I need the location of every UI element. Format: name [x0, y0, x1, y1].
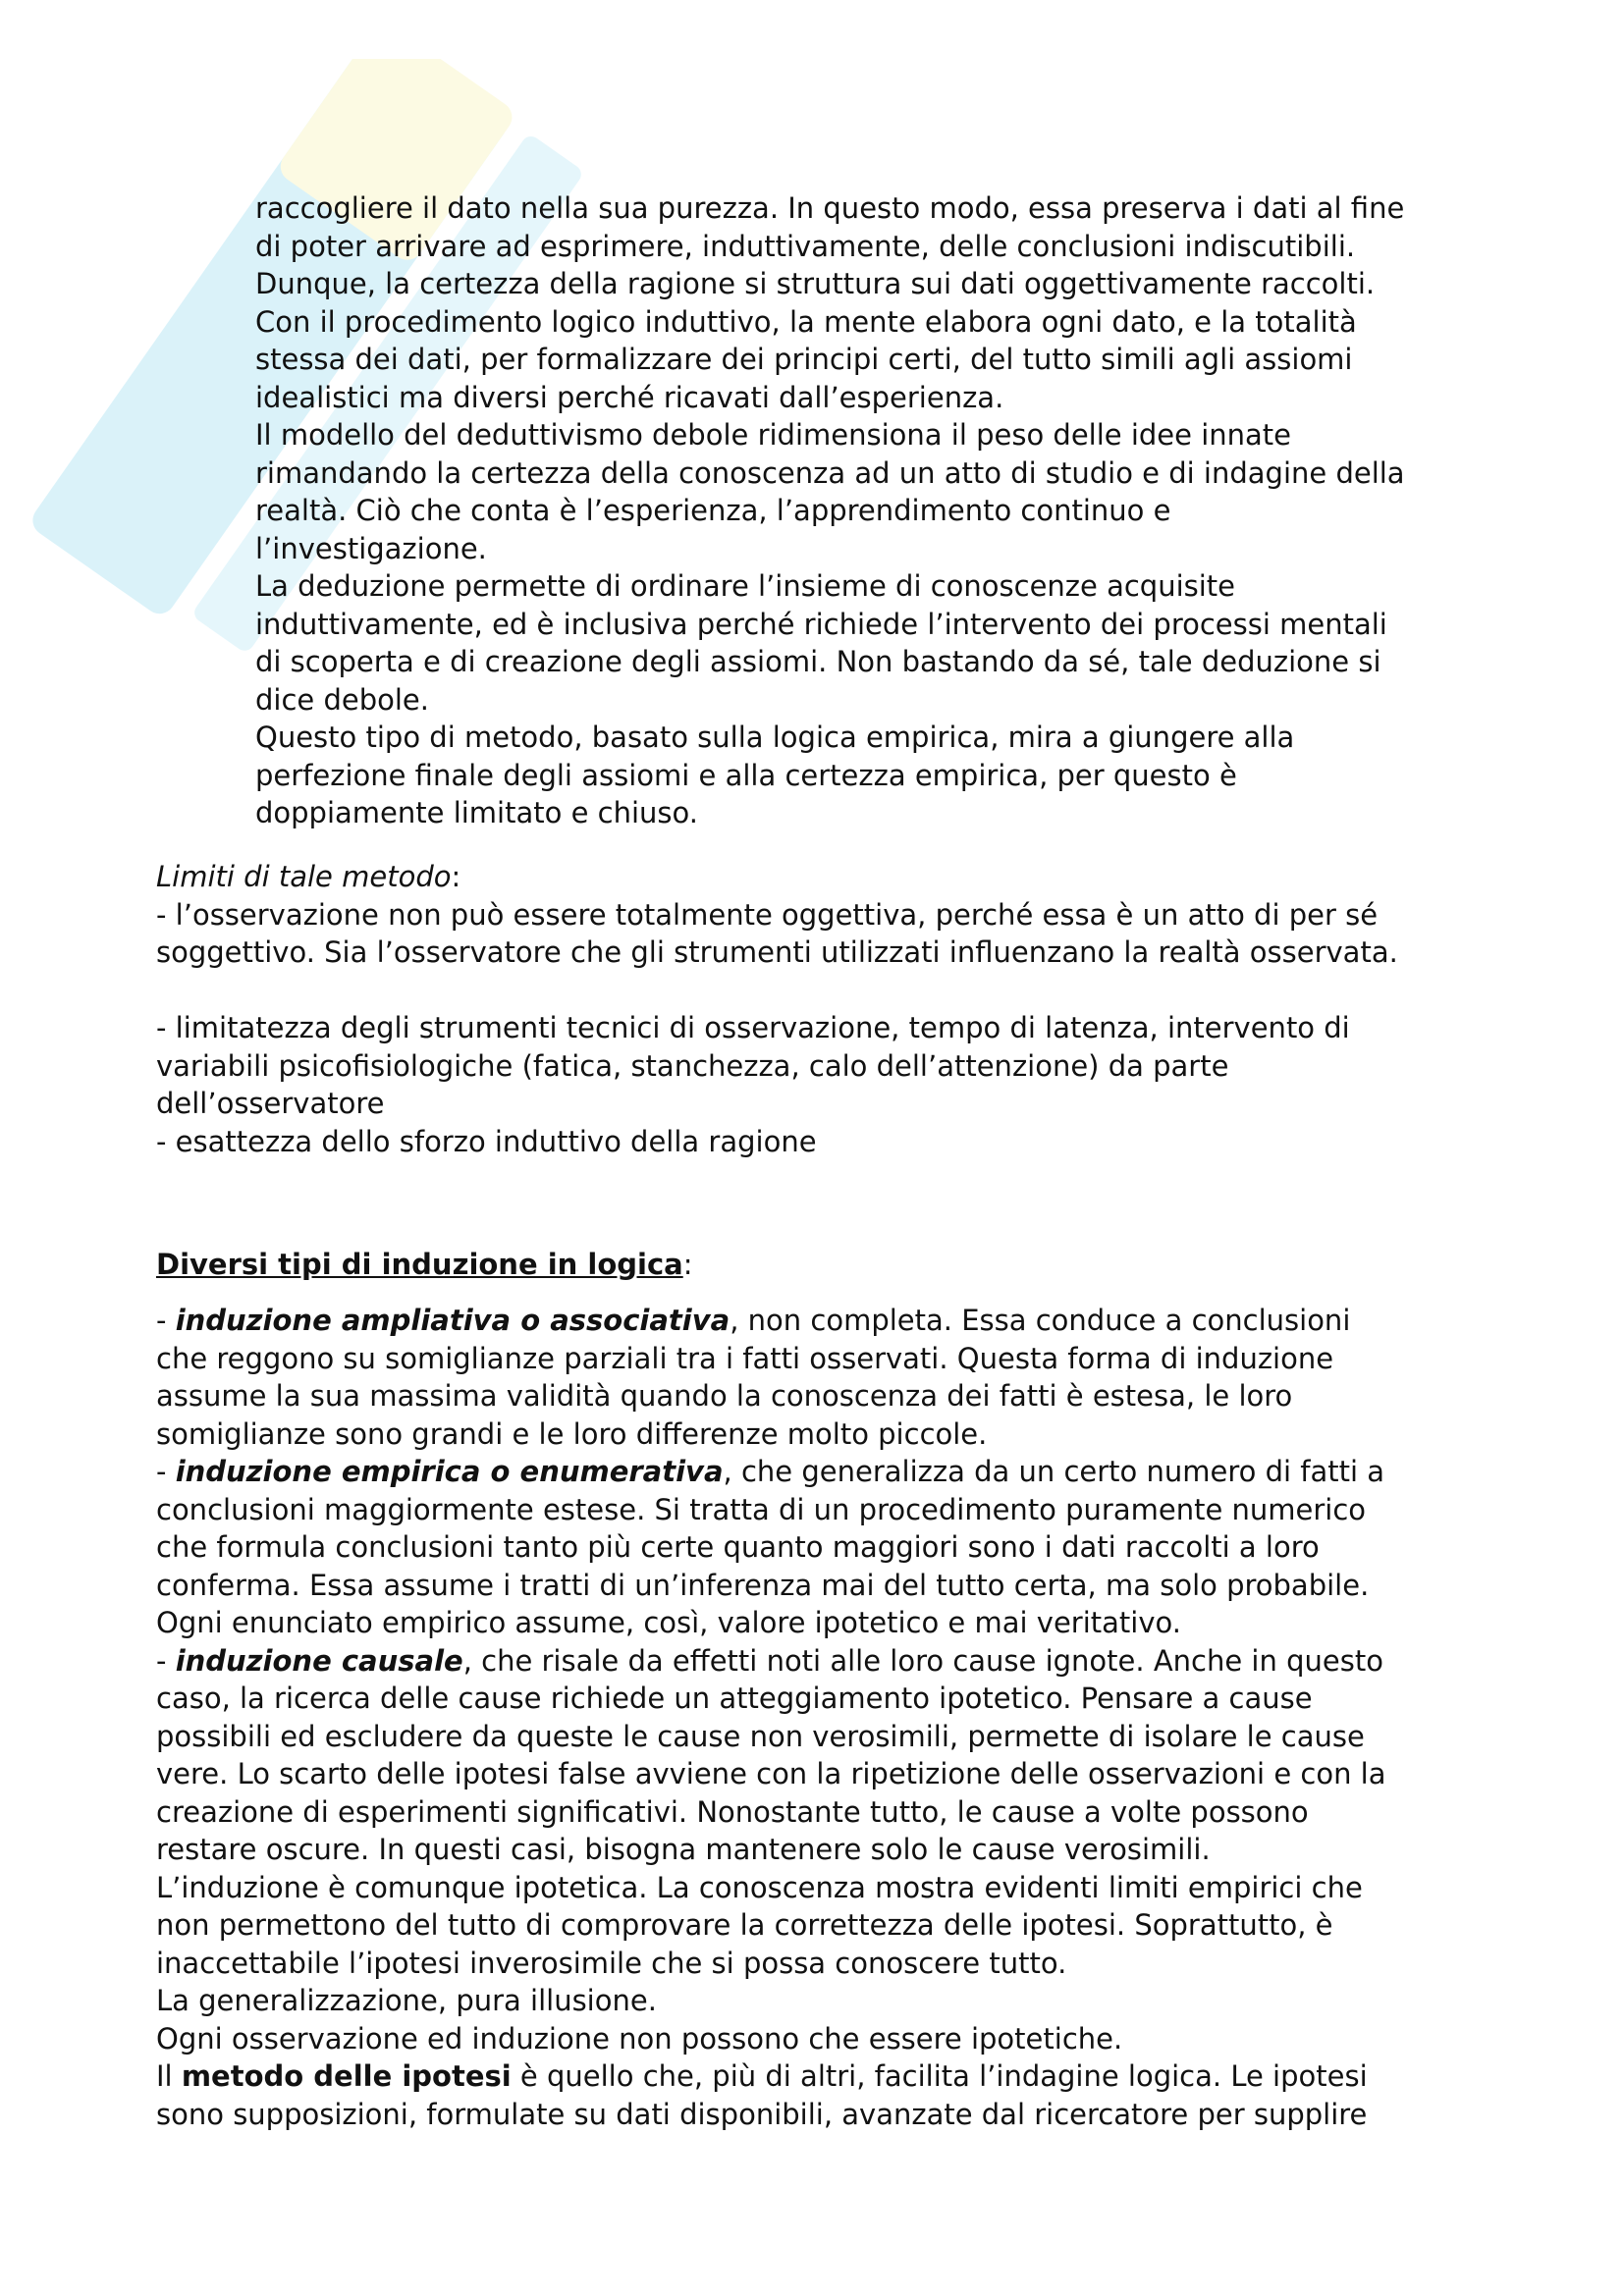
text-line: La generalizzazione, pura illusione. [156, 1984, 657, 2017]
text-line: doppiamente limitato e chiuso. [255, 796, 698, 829]
limits-heading [156, 858, 1398, 896]
text-line: realtà. Ciò che conta è l’esperienza, l’apprendimento continuo e [255, 494, 1171, 527]
induction-heading [156, 1246, 693, 1284]
text-line: Dunque, la certezza della ragione si struttura sui dati oggettivamente raccolti. [255, 267, 1376, 300]
text-line: idealistici ma diversi perché ricavati dall’esperienza. [255, 380, 1004, 414]
term-ampliativa: induzione ampliativa o associativa [175, 1304, 730, 1337]
list-item-causale: - induzione causale, che risale da effetti noti alle loro cause ignote. Anche in questo [156, 1643, 1383, 1678]
term-empirica: induzione empirica o enumerativa [175, 1455, 724, 1488]
list-item: - limitatezza degli strumenti tecnici di osservazione, tempo di latenza, intervento di [156, 1011, 1350, 1044]
text-line: rimandando la certezza della conoscenza ad un atto di studio e di indagine della [255, 455, 1405, 490]
text-line: somiglianze sono grandi e le loro differenze molto piccole. [156, 1416, 988, 1451]
text-line: dice debole. [255, 682, 429, 717]
paragraph-block-deduction [255, 189, 1405, 832]
text-line: caso, la ricerca delle cause richiede un atteggiamento ipotetico. Pensare a cause [156, 1682, 1313, 1715]
term-metodo-ipotesi: metodo delle ipotesi [181, 2059, 512, 2093]
text-line: raccogliere il dato nella sua purezza. In questo modo, essa preserva i dati al fine [255, 191, 1405, 225]
text-line: possibili ed escludere da queste le cause non verosimili, permette di isolare le cause [156, 1719, 1365, 1753]
text-line: Ogni osservazione ed induzione non possono che essere ipotetiche. [156, 2021, 1123, 2056]
heading-colon: : [682, 1248, 693, 1281]
list-item: - l’osservazione non può essere totalmente oggettiva, perché essa è un atto di per sé [156, 897, 1379, 932]
text-line: non permettono del tutto di comprovare la correttezza delle ipotesi. Soprattutto, è [156, 1908, 1333, 1942]
text-line: Con il procedimento logico induttivo, la mente elabora ogni dato, e la totalità [255, 304, 1357, 339]
term-causale: induzione causale [175, 1643, 463, 1678]
limits-heading-colon: : [451, 860, 461, 893]
text-line: Questo tipo di metodo, basato sulla logica empirica, mira a giungere alla [255, 721, 1295, 754]
list-item: - esattezza dello sforzo induttivo della ragione [156, 1124, 817, 1158]
limits-section [156, 858, 1398, 1160]
text-line: stessa dei dati, per formalizzare dei principi certi, del tutto simili agli assiomi [255, 343, 1353, 376]
text-line: perfezione finale degli assiomi e alla certezza empirica, per questo è [255, 758, 1237, 792]
text-line: conclusioni maggiormente estese. Si tratta di un procedimento puramente numerico [156, 1492, 1367, 1526]
method-line: Il metodo delle ipotesi è quello che, più di altri, facilita l’indagine logica. Le ipotesi [156, 2059, 1368, 2093]
text-line: induttivamente, ed è inclusiva perché richiede l’intervento dei processi mentali [255, 607, 1387, 641]
blank-line [156, 972, 1398, 1010]
text-line: conferma. Essa assume i tratti di un’inferenza mai del tutto certa, ma solo probabile. [156, 1568, 1370, 1602]
list-item-ampliativa: - induzione ampliativa o associativa, non completa. Essa conduce a conclusioni [156, 1304, 1351, 1337]
text-line: di scoperta e di creazione degli assiomi. Non bastando da sé, tale deduzione si [255, 645, 1381, 678]
text-line: creazione di esperimenti significativi. Nonostante tutto, le cause a volte possono [156, 1794, 1309, 1829]
text-line: dell’osservatore [156, 1087, 385, 1120]
text-line: l’investigazione. [255, 531, 487, 565]
text-line: Ogni enunciato empirico assume, così, valore ipotetico e mai veritativo. [156, 1606, 1181, 1639]
text-line: sono supposizioni, formulate su dati disponibili, avanzate dal ricercatore per supplire [156, 2097, 1368, 2131]
text-line: variabili psicofisiologiche (fatica, stanchezza, calo dell’attenzione) da parte [156, 1048, 1229, 1083]
text-line: assume la sua massima validità quando la conoscenza dei fatti è estesa, le loro [156, 1379, 1293, 1413]
text-line: di poter arrivare ad esprimere, induttivamente, delle conclusioni indiscutibili. [255, 229, 1356, 263]
text-line: L’induzione è comunque ipotetica. La conoscenza mostra evidenti limiti empirici che [156, 1870, 1363, 1904]
text-line: Il modello del deduttivismo debole ridimensiona il peso delle idee innate [255, 418, 1292, 452]
limits-heading-text: Limiti di tale metodo [156, 860, 452, 893]
text-line: soggettivo. Sia l’osservatore che gli strumenti utilizzati influenzano la realtà osservata. [156, 935, 1398, 969]
text-line: che formula conclusioni tanto più certe quanto maggiori sono i dati raccolti a loro [156, 1530, 1320, 1564]
list-item-empirica: - induzione empirica o enumerativa, che generalizza da un certo numero di fatti a [156, 1455, 1385, 1488]
text-line: restare oscure. In questi casi, bisogna mantenere solo le cause verosimili. [156, 1833, 1211, 1866]
section-heading: Diversi tipi di induzione in logica [156, 1248, 683, 1281]
induction-list [156, 1302, 1386, 2133]
text-line: vere. Lo scarto delle ipotesi false avviene con la ripetizione delle osservazioni e con la [156, 1757, 1386, 1790]
text-line: inaccettabile l’ipotesi inverosimile che si possa conoscere tutto. [156, 1946, 1067, 1980]
text-line: La deduzione permette di ordinare l’insieme di conoscenze acquisite [255, 569, 1236, 603]
text-line: che reggono su somiglianze parziali tra i fatti osservati. Questa forma di induzione [156, 1341, 1334, 1375]
